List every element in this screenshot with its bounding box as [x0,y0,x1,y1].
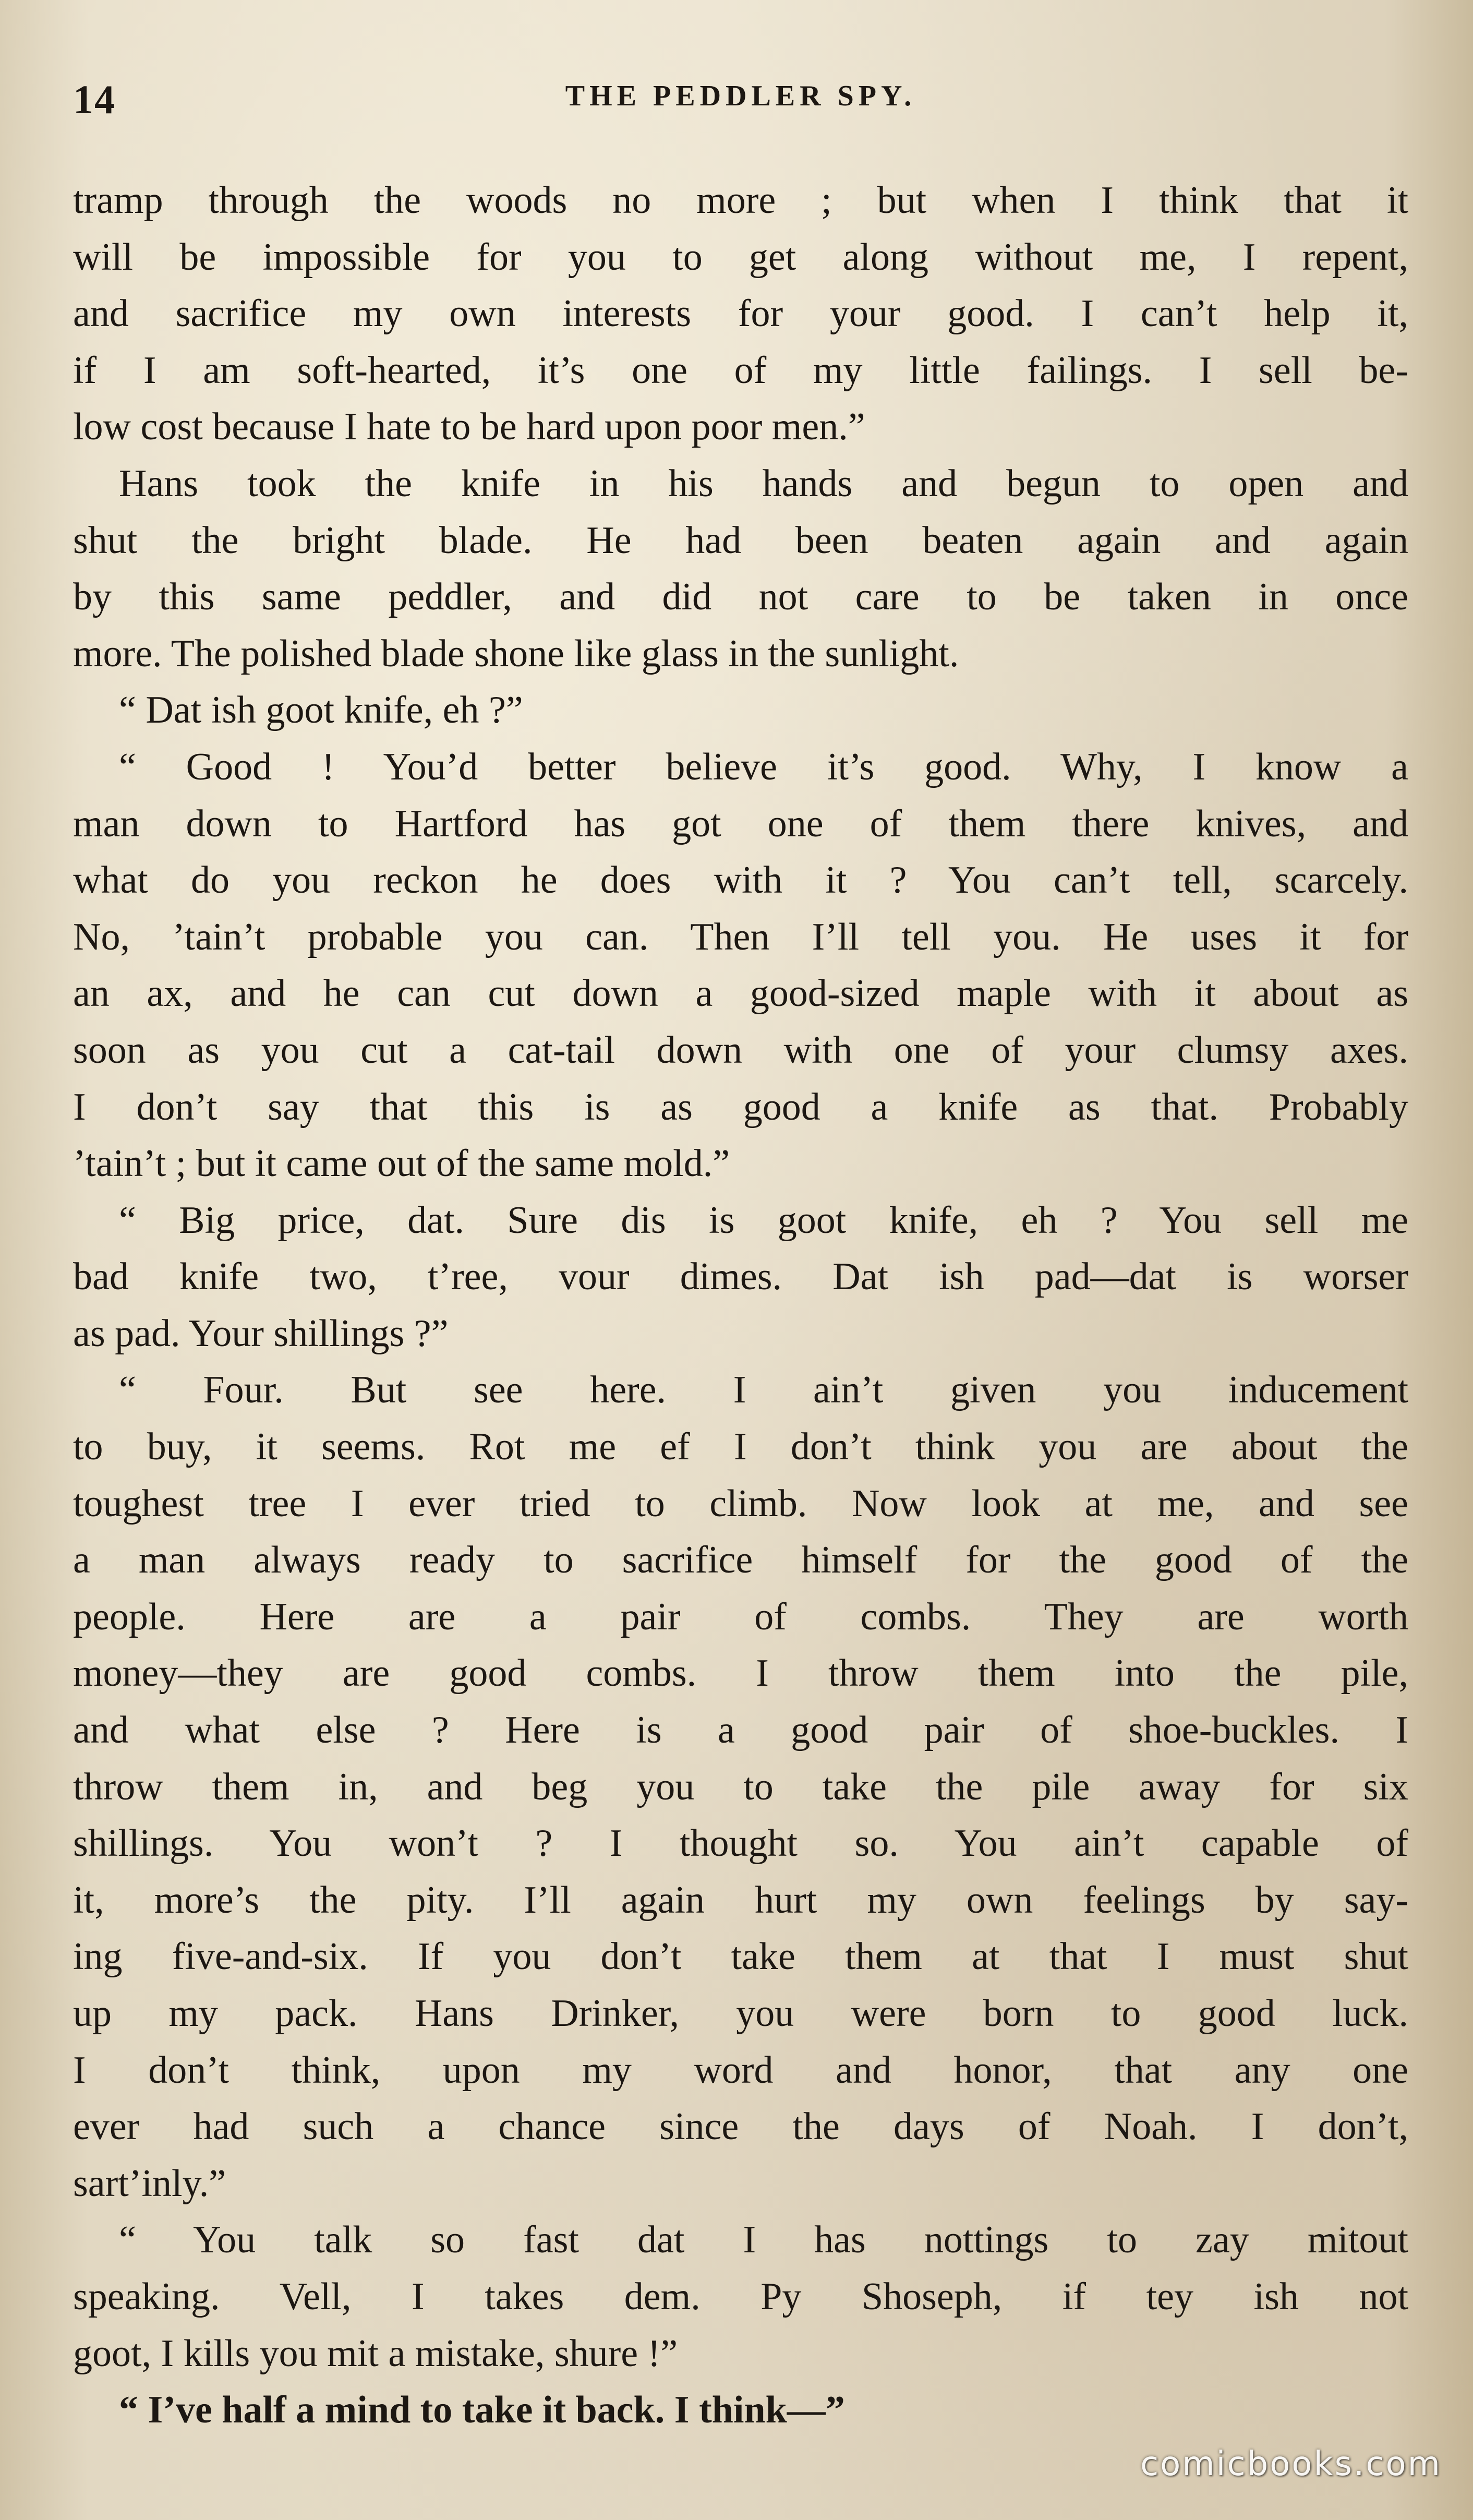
text-line: “ Dat ish goot knife, eh ?” [119,689,523,732]
text-line: ’tain’t ; but it came out of the same mold.” [73,1142,730,1185]
text-line: more. The polished blade shone like glass in the sunlight. [73,632,959,675]
text-line: people. Here are a pair of combs. They are worth [73,1595,1408,1638]
text-line: if I am soft-hearted, it’s one of my little failings. I sell be- [73,349,1408,392]
text-line: ing five-and-six. If you don’t take them at that I must shut [73,1935,1408,1978]
running-title: THE PEDDLER SPY. [565,80,916,112]
text-line: sart’inly.” [73,2162,226,2205]
text-line: I don’t say that this is as good a knife as that. Probably [73,1085,1408,1129]
text-line: shut the bright blade. He had been beaten again and again [73,519,1408,562]
text-line: low cost because I hate to be hard upon poor men.” [73,405,865,449]
text-line: will be impossible for you to get along without me, I repent, [73,235,1408,279]
text-line: Hans took the knife in his hands and begun to open and [119,462,1408,505]
text-line: “ You talk so fast dat I has nottings to zay mitout [119,2218,1408,2262]
text-line: “ Good ! You’d better believe it’s good. Why, I know a [119,745,1408,788]
page-number: 14 [73,77,116,122]
text-line: bad knife two, t’ree, vour dimes. Dat ish pad—dat is worser [73,1255,1408,1299]
text-line: what do you reckon he does with it ? You can’t tell, scarcely. [73,859,1408,902]
text-line: I don’t think, upon my word and honor, that any one [73,2048,1408,2092]
text-line: as pad. Your shillings ?” [73,1312,449,1355]
text-line: and what else ? Here is a good pair of shoe-buckles. I [73,1709,1408,1752]
text-line: it, more’s the pity. I’ll again hurt my own feelings by say- [73,1878,1408,1922]
page-header [73,73,1408,130]
text-line: soon as you cut a cat-tail down with one of your clumsy axes. [73,1028,1408,1072]
text-line: “ Big price, dat. Sure dis is goot knife, eh ? You sell me [119,1198,1408,1242]
text-line: “ I’ve half a mind to take it back. I think—” [119,2389,845,2432]
text-line: tramp through the woods no more ; but when I think that it [73,179,1408,222]
text-line: to buy, it seems. Rot me ef I don’t think you are about the [73,1425,1408,1469]
text-line: goot, I kills you mit a mistake, shure !” [73,2332,678,2375]
text-line: by this same peddler, and did not care to be taken in once [73,575,1408,619]
text-line: speaking. Vell, I takes dem. Py Shoseph, if tey ish not [73,2275,1408,2318]
body-text [73,172,1408,2439]
text-line: money—they are good combs. I throw them into the pile, [73,1652,1408,1695]
watermark: comicbooks.com [1140,2445,1442,2483]
text-line: and sacrifice my own interests for your good. I can’t help it, [73,292,1408,335]
text-line: “ Four. But see here. I ain’t given you inducement [119,1369,1408,1412]
text-line: an ax, and he can cut down a good-sized maple with it about as [73,972,1408,1015]
text-line: a man always ready to sacrifice himself for the good of the [73,1539,1408,1582]
text-line: throw them in, and beg you to take the pile away for six [73,1765,1408,1808]
text-line: toughest tree I ever tried to climb. Now look at me, and see [73,1482,1408,1525]
text-line: up my pack. Hans Drinker, you were born to good luck. [73,1992,1408,2035]
text-line: shillings. You won’t ? I thought so. You ain’t capable of [73,1822,1408,1865]
text-line: ever had such a chance since the days of Noah. I don’t, [73,2105,1408,2149]
text-line: man down to Hartford has got one of them there knives, and [73,802,1408,845]
text-line: No, ’tain’t probable you can. Then I’ll tell you. He uses it for [73,915,1408,958]
